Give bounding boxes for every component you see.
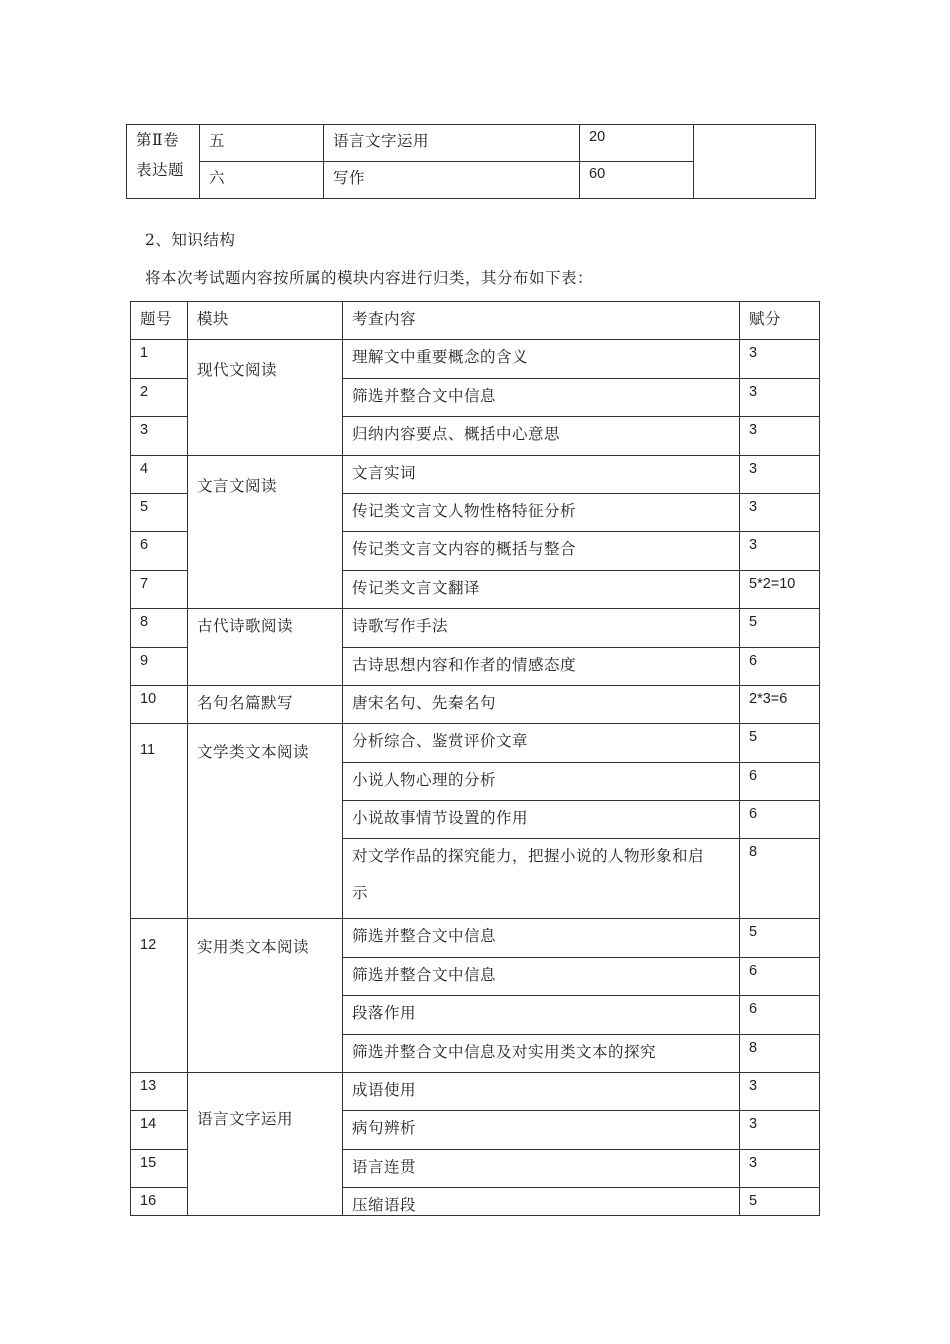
content-line-1: 对文学作品的探究能力，把握小说的人物形象和启: [352, 847, 705, 866]
content-cell: 段落作用: [343, 996, 740, 1034]
question-no: 9: [131, 647, 188, 685]
module-cell: 文言文阅读: [188, 455, 343, 609]
content-cell: 筛选并整合文中信息: [343, 919, 740, 957]
score-cell: 20: [580, 125, 694, 162]
content-cell: 压缩语段: [343, 1188, 740, 1216]
content-cell: 筛选并整合文中信息及对实用类文本的探究: [343, 1034, 740, 1072]
table-row: [131, 609, 820, 647]
score-cell: 6: [740, 647, 820, 685]
module-cell: 文学类文本阅读: [188, 724, 343, 919]
content-cell: 筛选并整合文中信息: [343, 957, 740, 995]
score-cell: 8: [740, 1034, 820, 1072]
module-cell: 古代诗歌阅读: [188, 609, 343, 686]
knowledge-structure-table: [130, 301, 820, 1216]
score-cell: 3: [740, 378, 820, 416]
score-cell: 6: [740, 996, 820, 1034]
content-cell: 古诗思想内容和作者的情感态度: [343, 647, 740, 685]
content-cell: 分析综合、鉴赏评价文章: [343, 724, 740, 762]
score-cell: 8: [740, 839, 820, 919]
question-no: 10: [131, 685, 188, 723]
table-row: [127, 125, 816, 162]
question-no: 8: [131, 609, 188, 647]
score-cell: 60: [580, 162, 694, 199]
table-row: [131, 919, 820, 957]
score-cell: 3: [740, 1111, 820, 1149]
header-module: 模块: [188, 302, 343, 340]
score-cell: 5: [740, 724, 820, 762]
content-cell: 语言连贯: [343, 1149, 740, 1187]
question-no: 11: [131, 724, 188, 919]
header-content: 考查内容: [343, 302, 740, 340]
score-cell: 3: [740, 417, 820, 455]
score-cell: 6: [740, 957, 820, 995]
score-cell: 3: [740, 1073, 820, 1111]
section-heading: 2、知识结构: [145, 231, 236, 249]
question-no: 1: [131, 340, 188, 378]
score-cell: 2*3=6: [740, 685, 820, 723]
question-no: 15: [131, 1149, 188, 1187]
volume-label-line1: 第Ⅱ卷: [136, 131, 180, 149]
module-cell: 现代文阅读: [188, 340, 343, 455]
empty-cell: [694, 125, 816, 199]
score-cell: 5: [740, 919, 820, 957]
intro-paragraph: 将本次考试题内容按所属的模块内容进行归类，其分布如下表：: [145, 269, 594, 287]
score-cell: 5*2=10: [740, 570, 820, 608]
question-no: 2: [131, 378, 188, 416]
module-cell: 名句名篇默写: [188, 685, 343, 723]
table-row: [131, 455, 820, 493]
question-no: 3: [131, 417, 188, 455]
score-cell: 3: [740, 455, 820, 493]
content-cell: 写作: [324, 162, 580, 199]
question-no: 5: [131, 493, 188, 531]
table-row: [131, 724, 820, 762]
module-cell: 实用类文本阅读: [188, 919, 343, 1073]
volume-label-line2: 表达题: [136, 161, 185, 179]
exam-structure-table: [126, 124, 816, 199]
table-row: [131, 1073, 820, 1111]
score-cell: 3: [740, 340, 820, 378]
content-cell: 理解文中重要概念的含义: [343, 340, 740, 378]
score-cell: 3: [740, 532, 820, 570]
content-cell: 病句辨析: [343, 1111, 740, 1149]
header-no: 题号: [131, 302, 188, 340]
content-cell: 诗歌写作手法: [343, 609, 740, 647]
volume-label: [127, 125, 200, 199]
question-no: 16: [131, 1188, 188, 1216]
content-cell: 唐宋名句、先秦名句: [343, 685, 740, 723]
section-cell: 五: [200, 125, 324, 162]
content-cell: 筛选并整合文中信息: [343, 378, 740, 416]
content-cell: 成语使用: [343, 1073, 740, 1111]
header-score: 赋分: [740, 302, 820, 340]
score-cell: 5: [740, 1188, 820, 1216]
score-cell: 3: [740, 493, 820, 531]
content-cell: 文言实词: [343, 455, 740, 493]
score-cell: 5: [740, 609, 820, 647]
table-row: [131, 685, 820, 723]
content-line-2: 示: [352, 884, 369, 903]
question-no: 13: [131, 1073, 188, 1111]
content-cell: 传记类文言文人物性格特征分析: [343, 493, 740, 531]
question-no: 7: [131, 570, 188, 608]
content-cell: 传记类文言文内容的概括与整合: [343, 532, 740, 570]
content-cell: 传记类文言文翻译: [343, 570, 740, 608]
table-header-row: [131, 302, 820, 340]
question-no: 4: [131, 455, 188, 493]
content-cell: 小说人物心理的分析: [343, 762, 740, 800]
question-no: 12: [131, 919, 188, 1073]
score-cell: 6: [740, 801, 820, 839]
content-cell: 小说故事情节设置的作用: [343, 801, 740, 839]
content-cell: 语言文字运用: [324, 125, 580, 162]
score-cell: 6: [740, 762, 820, 800]
table-row: [131, 340, 820, 378]
section-cell: 六: [200, 162, 324, 199]
content-cell: 归纳内容要点、概括中心意思: [343, 417, 740, 455]
score-cell: 3: [740, 1149, 820, 1187]
module-cell: 语言文字运用: [188, 1073, 343, 1216]
content-cell: [343, 839, 740, 919]
question-no: 6: [131, 532, 188, 570]
question-no: 14: [131, 1111, 188, 1149]
